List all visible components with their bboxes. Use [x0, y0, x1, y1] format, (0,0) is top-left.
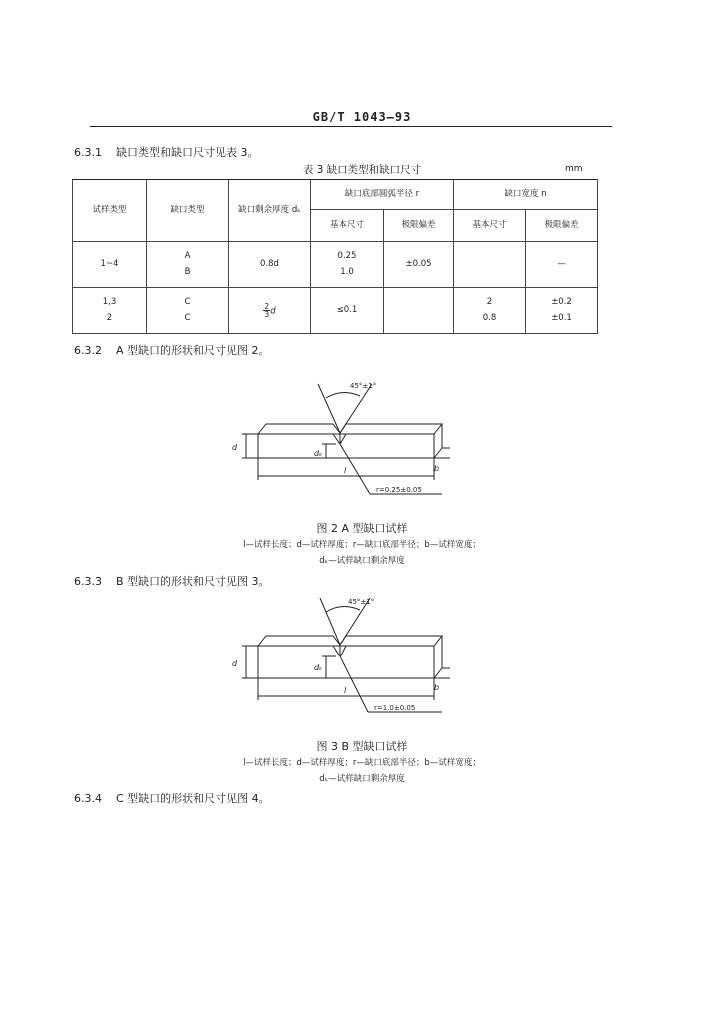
label-dk: dₖ — [314, 663, 323, 672]
label-r: r=1.0±0.05 — [374, 704, 416, 712]
cell-line: B — [184, 266, 191, 277]
cell — [73, 288, 147, 334]
section-text: B 型缺口的形状和尺寸见图 3。 — [116, 575, 270, 588]
cell — [147, 242, 229, 288]
cell-line: ±0.2 — [551, 297, 572, 308]
label-b: b — [434, 464, 440, 473]
figure-3-caption: 图 3 B 型缺口试样 — [316, 740, 408, 753]
section-number: 6.3.1 — [74, 146, 102, 159]
table-unit: mm — [565, 164, 583, 174]
col-radius: 缺口底部圆弧半径 r — [311, 180, 454, 210]
angle-line-right — [340, 384, 372, 433]
section-text: A 型缺口的形状和尺寸见图 2。 — [116, 344, 270, 357]
figure-3-legend-1: l—试样长度；d—试样厚度；r—缺口底部半径；b—试样宽度； — [243, 758, 481, 768]
label-d: d — [232, 443, 238, 452]
header-rule — [90, 126, 612, 127]
cell — [384, 288, 454, 334]
cell: 0.8d — [229, 242, 311, 288]
cell — [147, 288, 229, 334]
col-width-basic: 基本尺寸 — [454, 210, 526, 242]
figure-2-legend-1: l—试样长度；d—试样厚度；r—缺口底部半径；b—试样宽度； — [243, 540, 481, 550]
section-text: 缺口类型和缺口尺寸见表 3。 — [116, 146, 259, 159]
section-number: 6.3.2 — [74, 344, 102, 357]
bar-top-face — [258, 424, 442, 434]
bar-front-face — [258, 646, 434, 678]
table-row — [73, 242, 598, 288]
cell: ±0.05 — [384, 242, 454, 288]
bar-side-face — [434, 636, 442, 678]
cell-line: 1,3 — [102, 297, 117, 308]
cell — [454, 242, 526, 288]
angle-arc — [326, 606, 360, 612]
cell-line: 2 — [486, 297, 493, 308]
bar-top-face — [258, 636, 442, 646]
cell-line: A — [184, 251, 191, 262]
angle-label: 45°±1° — [348, 598, 375, 606]
angle-arc — [326, 392, 360, 398]
cell: — — [526, 242, 598, 288]
radius-leader — [340, 656, 368, 712]
label-dk: dₖ — [314, 449, 323, 458]
cell-line: 0.25 — [337, 251, 357, 262]
table-title: 表 3 缺口类型和缺口尺寸 — [302, 164, 422, 176]
figure-2-legend-2: dₖ—试样缺口剩余厚度 — [319, 556, 405, 566]
figure-2-a-notch-specimen — [220, 376, 460, 504]
cell — [454, 288, 526, 334]
section-6-3-1 — [74, 144, 259, 160]
section-6-3-2 — [74, 342, 270, 358]
fraction-variable: d — [270, 306, 276, 316]
col-width: 缺口宽度 n — [454, 180, 598, 210]
notch-dimension-table — [72, 179, 598, 334]
col-specimen-type: 试样类型 — [73, 180, 147, 242]
cell-line: 0.8 — [482, 312, 497, 323]
label-l: l — [344, 686, 347, 695]
cell-line: 1.0 — [340, 266, 354, 277]
page-header: GB/T 1043—93 — [312, 110, 412, 124]
cell — [526, 288, 598, 334]
cell-line: C — [184, 312, 191, 323]
cell — [311, 242, 384, 288]
figure-3-b-notch-specimen — [220, 594, 460, 722]
figure-2-caption: 图 2 A 型缺口试样 — [316, 522, 408, 535]
section-text: C 型缺口的形状和尺寸见图 4。 — [116, 792, 270, 805]
label-l: l — [344, 466, 347, 475]
angle-line-left — [318, 384, 340, 433]
section-6-3-4 — [74, 790, 270, 806]
label-d: d — [232, 659, 238, 668]
section-6-3-3 — [74, 573, 270, 589]
table-row — [73, 288, 598, 334]
angle-label: 45°±1° — [350, 382, 377, 390]
figure-3-legend-2: dₖ—试样缺口剩余厚度 — [319, 774, 405, 784]
cell-line: ±0.1 — [551, 312, 572, 323]
cell: 1~4 — [73, 242, 147, 288]
col-remaining-thickness: 缺口剩余厚度 dₖ — [229, 180, 311, 242]
section-number: 6.3.3 — [74, 575, 102, 588]
label-r: r=0.25±0.05 — [376, 486, 422, 494]
cell-line: C — [184, 297, 191, 308]
col-notch-type: 缺口类型 — [147, 180, 229, 242]
col-radius-tol: 极限偏差 — [384, 210, 454, 242]
fraction-denominator: 3 — [264, 310, 270, 319]
cell — [229, 288, 311, 334]
angle-line-left — [320, 598, 340, 645]
cell-line: 2 — [106, 312, 113, 323]
col-width-tol: 极限偏差 — [526, 210, 598, 242]
label-b: b — [434, 683, 440, 692]
col-radius-basic: 基本尺寸 — [311, 210, 384, 242]
cell: ≤0.1 — [311, 288, 384, 334]
section-number: 6.3.4 — [74, 792, 102, 805]
fraction-numerator: 2 — [264, 301, 270, 311]
